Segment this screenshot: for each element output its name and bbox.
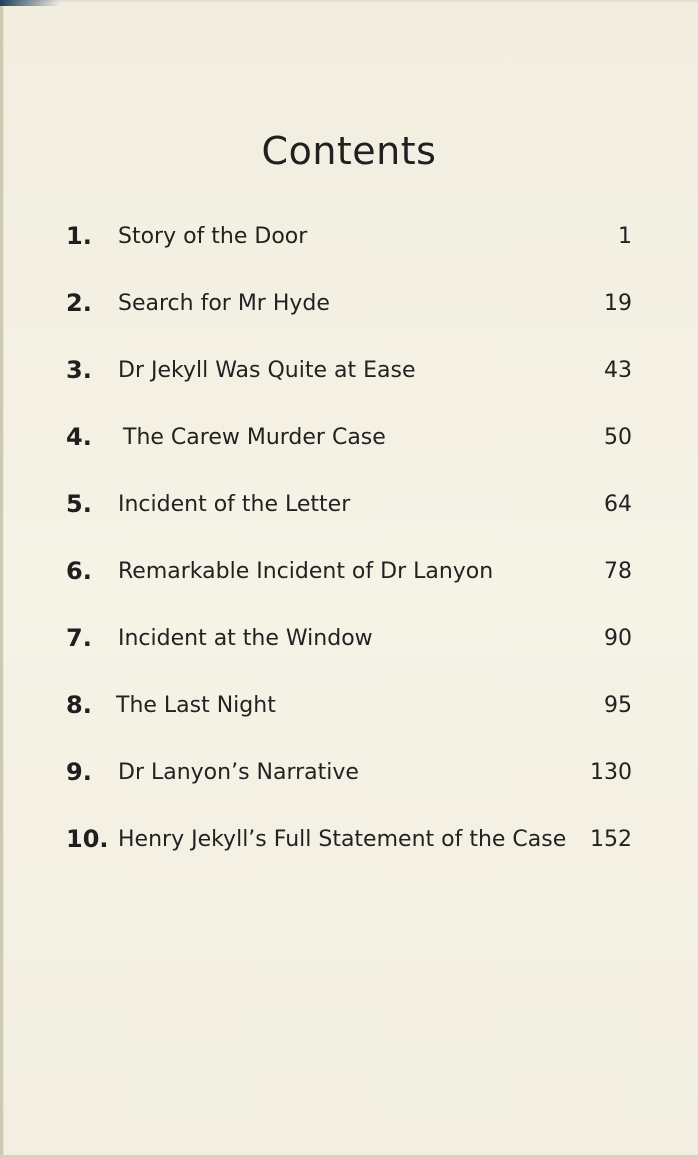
cover-corner-mark xyxy=(0,0,60,6)
toc-entry-7 xyxy=(0,624,698,691)
toc-entry-title: Remarkable Incident of Dr Lanyon xyxy=(118,559,494,584)
toc-entry-title: Dr Lanyon’s Narrative xyxy=(118,760,359,785)
toc-entry-number: 1. xyxy=(66,222,92,250)
toc-entry-title: Incident at the Window xyxy=(118,626,373,651)
toc-entry-number: 2. xyxy=(66,289,92,317)
toc-entry-number: 4. xyxy=(66,423,92,451)
toc-entry-page: 64 xyxy=(604,492,632,517)
toc-entry-1 xyxy=(0,222,698,289)
toc-entry-title: The Last Night xyxy=(116,693,276,718)
toc-entry-title: Search for Mr Hyde xyxy=(118,291,330,316)
toc-entry-page: 130 xyxy=(590,760,632,785)
toc-entry-title: Incident of the Letter xyxy=(118,492,351,517)
toc-entry-page: 78 xyxy=(604,559,632,584)
page-title: Contents xyxy=(261,129,437,174)
toc-entry-title: Story of the Door xyxy=(118,224,308,249)
toc-entry-number: 5. xyxy=(66,490,92,518)
toc-entry-title: Henry Jekyll’s Full Statement of the Case xyxy=(118,827,567,852)
toc-entry-number: 7. xyxy=(66,624,92,652)
table-of-contents xyxy=(0,222,698,892)
toc-entry-page: 95 xyxy=(604,693,632,718)
toc-entry-number: 8. xyxy=(66,691,92,719)
toc-entry-10 xyxy=(0,825,698,892)
toc-entry-4 xyxy=(0,423,698,490)
toc-entry-page: 50 xyxy=(604,425,632,450)
toc-entry-page: 90 xyxy=(604,626,632,651)
toc-entry-number: 3. xyxy=(66,356,92,384)
toc-entry-title: Dr Jekyll Was Quite at Ease xyxy=(118,358,416,383)
toc-entry-number: 6. xyxy=(66,557,92,585)
toc-entry-number: 9. xyxy=(66,758,92,786)
toc-entry-page: 43 xyxy=(604,358,632,383)
toc-entry-page: 152 xyxy=(590,827,632,852)
toc-entry-9 xyxy=(0,758,698,825)
toc-entry-number: 10. xyxy=(66,825,109,853)
toc-entry-2 xyxy=(0,289,698,356)
toc-entry-page: 1 xyxy=(618,224,632,249)
toc-entry-3 xyxy=(0,356,698,423)
toc-entry-5 xyxy=(0,490,698,557)
toc-entry-title: The Carew Murder Case xyxy=(123,425,386,450)
toc-entry-page: 19 xyxy=(604,291,632,316)
toc-entry-6 xyxy=(0,557,698,624)
toc-entry-8 xyxy=(0,691,698,758)
